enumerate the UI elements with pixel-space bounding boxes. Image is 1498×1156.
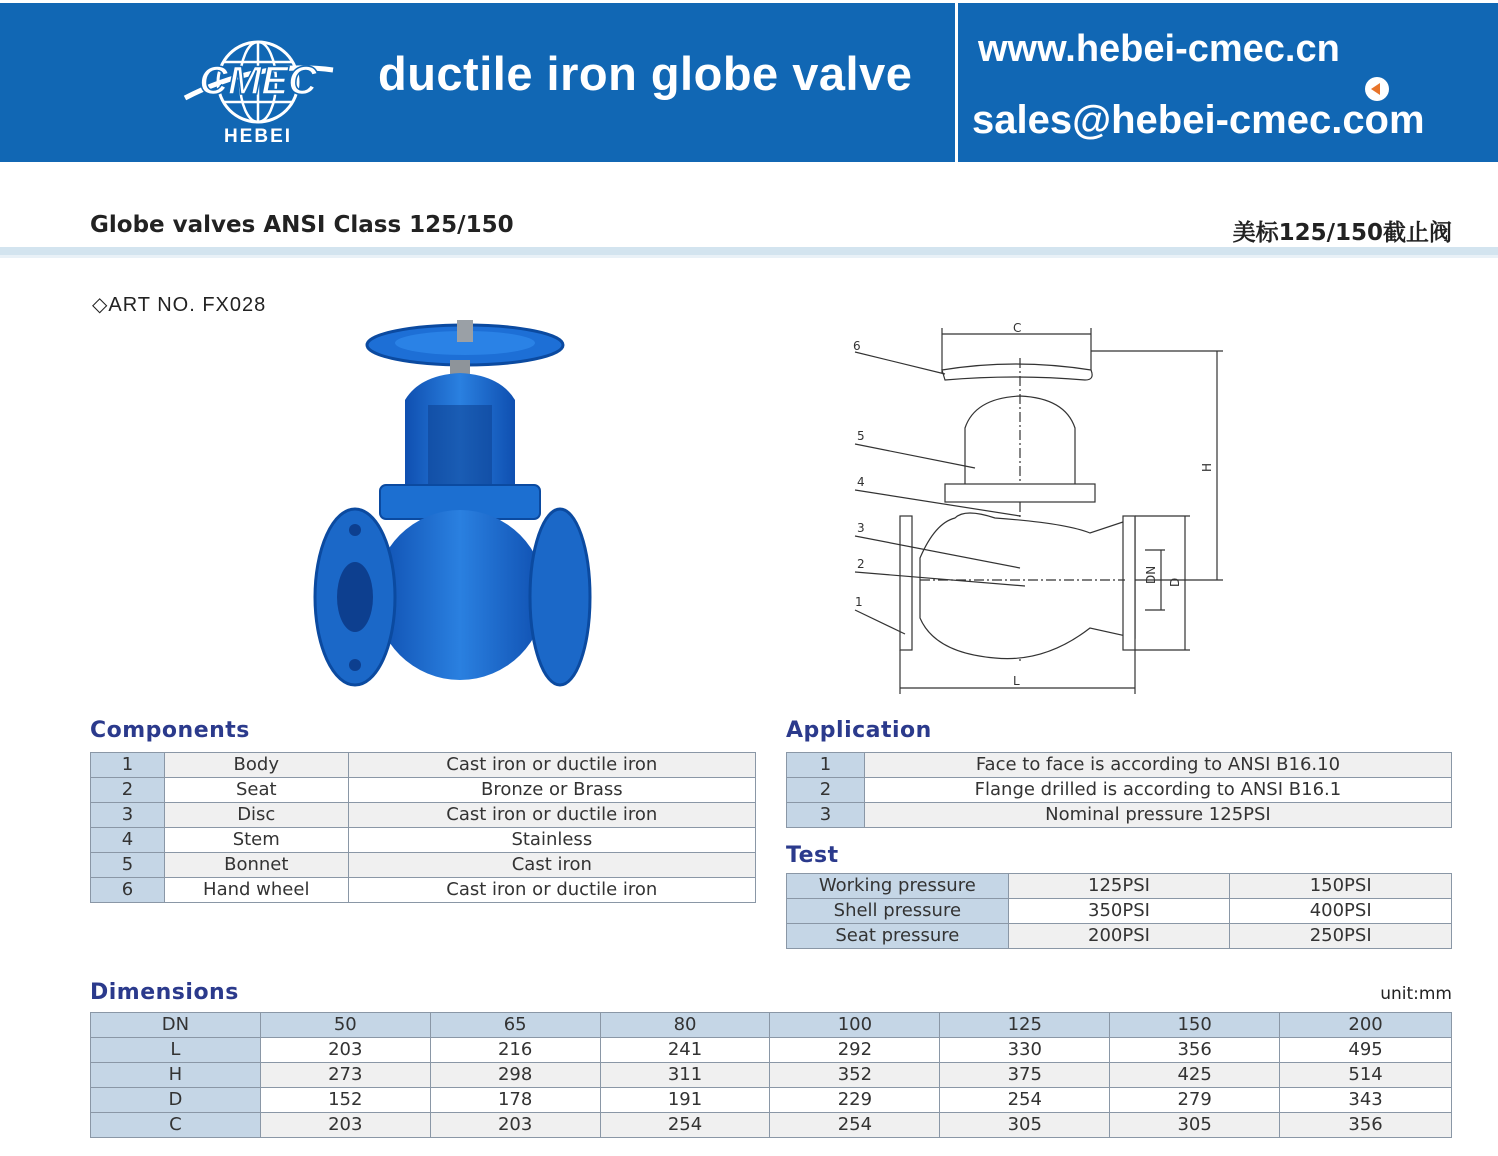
component-part: Hand wheel <box>164 878 348 903</box>
dim-c-label: C <box>1013 321 1022 335</box>
table-row <box>91 753 756 778</box>
dim-cell: 125 <box>940 1013 1110 1038</box>
component-material: Cast iron <box>348 853 755 878</box>
dim-cell: 425 <box>1110 1063 1280 1088</box>
table-row <box>787 753 1452 778</box>
dim-d-label: D <box>1168 577 1182 587</box>
part-label-1: 1 <box>855 595 863 609</box>
dim-cell: 356 <box>1110 1038 1280 1063</box>
title-divider <box>0 247 1498 255</box>
dim-l-label: L <box>1013 674 1020 688</box>
table-row <box>91 828 756 853</box>
globe-logo-icon <box>175 40 341 128</box>
dim-cell: 375 <box>940 1063 1110 1088</box>
page-title: ductile iron globe valve <box>378 47 913 100</box>
table-row <box>91 803 756 828</box>
table-row <box>91 778 756 803</box>
test-value-125: 125PSI <box>1008 874 1230 899</box>
test-label: Seat pressure <box>787 924 1009 949</box>
dim-cell: 254 <box>600 1113 770 1138</box>
dim-cell: 298 <box>430 1063 600 1088</box>
components-heading: Components <box>90 718 250 743</box>
dim-row-label: H <box>91 1063 261 1088</box>
dim-cell: 305 <box>940 1113 1110 1138</box>
valve-section-drawing <box>845 318 1235 698</box>
dim-cell: 229 <box>770 1088 940 1113</box>
application-no: 1 <box>787 753 865 778</box>
dim-cell: 50 <box>260 1013 430 1038</box>
application-text: Face to face is according to ANSI B16.10 <box>864 753 1451 778</box>
section-title-cn: 美标125/150截止阀 <box>1232 220 1452 246</box>
table-row <box>91 1088 1452 1113</box>
table-row <box>787 924 1452 949</box>
dim-cell: 200 <box>1280 1013 1452 1038</box>
component-part: Stem <box>164 828 348 853</box>
table-row <box>787 874 1452 899</box>
dim-cell: 343 <box>1280 1088 1452 1113</box>
test-value-150: 250PSI <box>1230 924 1452 949</box>
table-row <box>91 853 756 878</box>
component-material: Bronze or Brass <box>348 778 755 803</box>
part-label-4: 4 <box>857 475 865 489</box>
component-material: Cast iron or ductile iron <box>348 878 755 903</box>
unit-label: unit:mm <box>1380 984 1452 1004</box>
application-no: 2 <box>787 778 865 803</box>
component-material: Cast iron or ductile iron <box>348 753 755 778</box>
part-label-2: 2 <box>857 557 865 571</box>
dim-row-label: DN <box>91 1013 261 1038</box>
application-table <box>786 752 1452 828</box>
test-value-150: 400PSI <box>1230 899 1452 924</box>
dimensions-table <box>90 1012 1452 1138</box>
dim-cell: 65 <box>430 1013 600 1038</box>
table-row <box>91 1013 1452 1038</box>
logo-brand: CMEC <box>199 59 317 103</box>
component-no: 4 <box>91 828 165 853</box>
component-no: 6 <box>91 878 165 903</box>
dim-cell: 292 <box>770 1038 940 1063</box>
component-part: Disc <box>164 803 348 828</box>
dim-cell: 279 <box>1110 1088 1280 1113</box>
table-row <box>787 899 1452 924</box>
application-heading: Application <box>786 718 932 743</box>
table-row <box>787 803 1452 828</box>
test-label: Shell pressure <box>787 899 1009 924</box>
dim-cell: 311 <box>600 1063 770 1088</box>
table-row <box>91 1113 1452 1138</box>
application-no: 3 <box>787 803 865 828</box>
article-number: ◇ART NO. FX028 <box>92 294 267 316</box>
dim-cell: 150 <box>1110 1013 1280 1038</box>
dim-row-label: L <box>91 1038 261 1063</box>
header-top-gap <box>0 0 1498 3</box>
section-title: Globe valves ANSI Class 125/150 <box>90 212 514 238</box>
component-material: Stainless <box>348 828 755 853</box>
dim-cell: 100 <box>770 1013 940 1038</box>
component-part: Bonnet <box>164 853 348 878</box>
dim-cell: 203 <box>430 1113 600 1138</box>
website-link[interactable]: www.hebei-cmec.cn <box>978 28 1340 70</box>
components-table <box>90 752 756 903</box>
component-no: 1 <box>91 753 165 778</box>
test-label: Working pressure <box>787 874 1009 899</box>
test-table <box>786 873 1452 949</box>
dim-cell: 203 <box>260 1038 430 1063</box>
test-value-150: 150PSI <box>1230 874 1452 899</box>
dim-cell: 330 <box>940 1038 1110 1063</box>
valve-photo <box>310 315 600 700</box>
component-no: 3 <box>91 803 165 828</box>
dim-cell: 273 <box>260 1063 430 1088</box>
test-value-125: 350PSI <box>1008 899 1230 924</box>
dim-cell: 495 <box>1280 1038 1452 1063</box>
title-divider-light <box>0 255 1498 258</box>
dim-row-label: D <box>91 1088 261 1113</box>
test-value-125: 200PSI <box>1008 924 1230 949</box>
component-part: Seat <box>164 778 348 803</box>
logo-subtext: HEBEI <box>223 126 293 147</box>
dim-h-label: H <box>1200 462 1214 472</box>
dim-dn-label: DN <box>1144 565 1158 584</box>
dim-cell: 216 <box>430 1038 600 1063</box>
dim-cell: 514 <box>1280 1063 1452 1088</box>
dim-cell: 305 <box>1110 1113 1280 1138</box>
table-row <box>787 778 1452 803</box>
part-label-3: 3 <box>857 521 865 535</box>
table-row <box>91 1063 1452 1088</box>
component-no: 5 <box>91 853 165 878</box>
application-text: Flange drilled is according to ANSI B16.1 <box>864 778 1451 803</box>
dim-cell: 178 <box>430 1088 600 1113</box>
dim-cell: 254 <box>940 1088 1110 1113</box>
dim-cell: 352 <box>770 1063 940 1088</box>
component-material: Cast iron or ductile iron <box>348 803 755 828</box>
part-label-6: 6 <box>853 339 861 353</box>
table-row <box>91 878 756 903</box>
dim-cell: 254 <box>770 1113 940 1138</box>
header-divider <box>955 0 958 162</box>
dim-cell: 152 <box>260 1088 430 1113</box>
dim-cell: 191 <box>600 1088 770 1113</box>
dim-row-label: C <box>91 1113 261 1138</box>
component-part: Body <box>164 753 348 778</box>
dim-cell: 203 <box>260 1113 430 1138</box>
cmec-logo <box>175 40 341 145</box>
dim-cell: 241 <box>600 1038 770 1063</box>
part-label-5: 5 <box>857 429 865 443</box>
component-no: 2 <box>91 778 165 803</box>
dim-cell: 80 <box>600 1013 770 1038</box>
test-heading: Test <box>786 843 839 868</box>
email-link[interactable]: sales@hebei-cmec.com <box>972 98 1425 142</box>
dim-cell: 356 <box>1280 1113 1452 1138</box>
table-row <box>91 1038 1452 1063</box>
application-text: Nominal pressure 125PSI <box>864 803 1451 828</box>
dimensions-heading: Dimensions <box>90 980 239 1005</box>
